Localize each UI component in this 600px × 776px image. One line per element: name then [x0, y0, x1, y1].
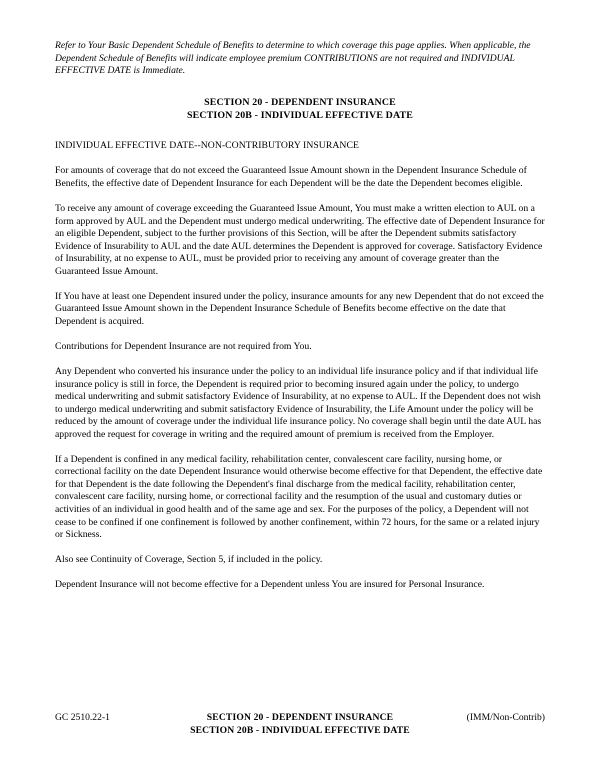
section-heading: [55, 97, 545, 123]
footer-variant-label: (IMM/Non-Contrib): [466, 712, 545, 723]
footer-section-line-1: SECTION 20 - DEPENDENT INSURANCE: [206, 712, 394, 723]
footer-form-number: GC 2510.22-1: [55, 712, 110, 723]
document-body: [55, 40, 545, 592]
footer-section-line-2: SECTION 20B - INDIVIDUAL EFFECTIVE DATE: [190, 724, 410, 736]
section-heading-line-2: SECTION 20B - INDIVIDUAL EFFECTIVE DATE: [187, 109, 413, 121]
intro-note: Refer to Your Basic Dependent Schedule of Benefits to determine to which coverage this page applies. When applicable, the Dependent Schedule of Benefits will indicate employee premium CONTRIBUTIONS are not required and INDIVIDUAL EFFECTIVE DATE is Immediate.: [55, 40, 531, 77]
body-paragraph: If You have at least one Dependent insured under the policy, insurance amounts for any new Dependent that do not exceed the Guaranteed Issue Amount shown in the Dependent Insurance Schedule of Benefits become effective on the date that Dependent is acquired.: [55, 290, 544, 327]
body-paragraph: Contributions for Dependent Insurance are not required from You.: [55, 340, 312, 352]
page-footer: [55, 712, 545, 736]
body-paragraph: Any Dependent who converted his insurance under the policy to an individual life insurance policy and if that individual life insurance policy is still in force, the Dependent is required prior to becoming insured again under the policy, to undergo medical underwriting and submit satisfactory Evidence of Insurability, at no expense to AUL. If the Dependent does not wish to undergo medical underwriting and submit satisfactory Evidence of Insurability, the Life Amount under the policy will be reduced by the amount of coverage under the individual life insurance policy. No coverage shall begin until the date AUL has approved the request for coverage in writing and the required amount of premium is received from the Employer.: [55, 366, 542, 440]
footer-row: [55, 712, 545, 736]
subsection-heading: INDIVIDUAL EFFECTIVE DATE--NON-CONTRIBUTORY INSURANCE: [55, 140, 359, 152]
body-paragraph: If a Dependent is confined in any medical facility, rehabilitation center, convalescent care facility, nursing home, or correctional facility on the date Dependent Insurance would otherwise become effective for that Dependent, the effective date for that Dependent is the date following the Dependent's final discharge from the medical facility, rehabilitation center, convalescent care facility, nursing home, or correctional facility and the resumption of the usual and customary duties or activities of an individual in good health and of the same age and sex. For the purposes of the policy, a Dependent will not cease to be confined if one confinement is followed by another confinement, within 72 hours, for the same or a related injury or Sickness.: [55, 453, 543, 541]
body-paragraph: To receive any amount of coverage exceeding the Guaranteed Issue Amount, You must make a written election to AUL on a form approved by AUL and the Dependent must undergo medical underwriting. The effective date of Dependent Insurance for an eligible Dependent, subject to the further provisions of this Section, will be after the Dependent submits satisfactory Evidence of Insurability to AUL and the date AUL determines the Dependent is approved for coverage. Satisfactory Evidence of Insurability, at no expense to AUL, must be provided prior to receiving any amount of coverage greater than the Guaranteed Issue Amount.: [55, 203, 545, 277]
section-heading-line-1: SECTION 20 - DEPENDENT INSURANCE: [204, 96, 396, 108]
body-paragraph: For amounts of coverage that do not exceed the Guaranteed Issue Amount shown in the Dependent Insurance Schedule of Benefits, the effective date of Dependent Insurance for each Dependent will be the date the Dependent becomes eligible.: [55, 165, 527, 190]
body-paragraph: Also see Continuity of Coverage, Section 5, if included in the policy.: [55, 554, 323, 566]
body-paragraph: Dependent Insurance will not become effective for a Dependent unless You are insured for Personal Insurance.: [55, 579, 485, 591]
